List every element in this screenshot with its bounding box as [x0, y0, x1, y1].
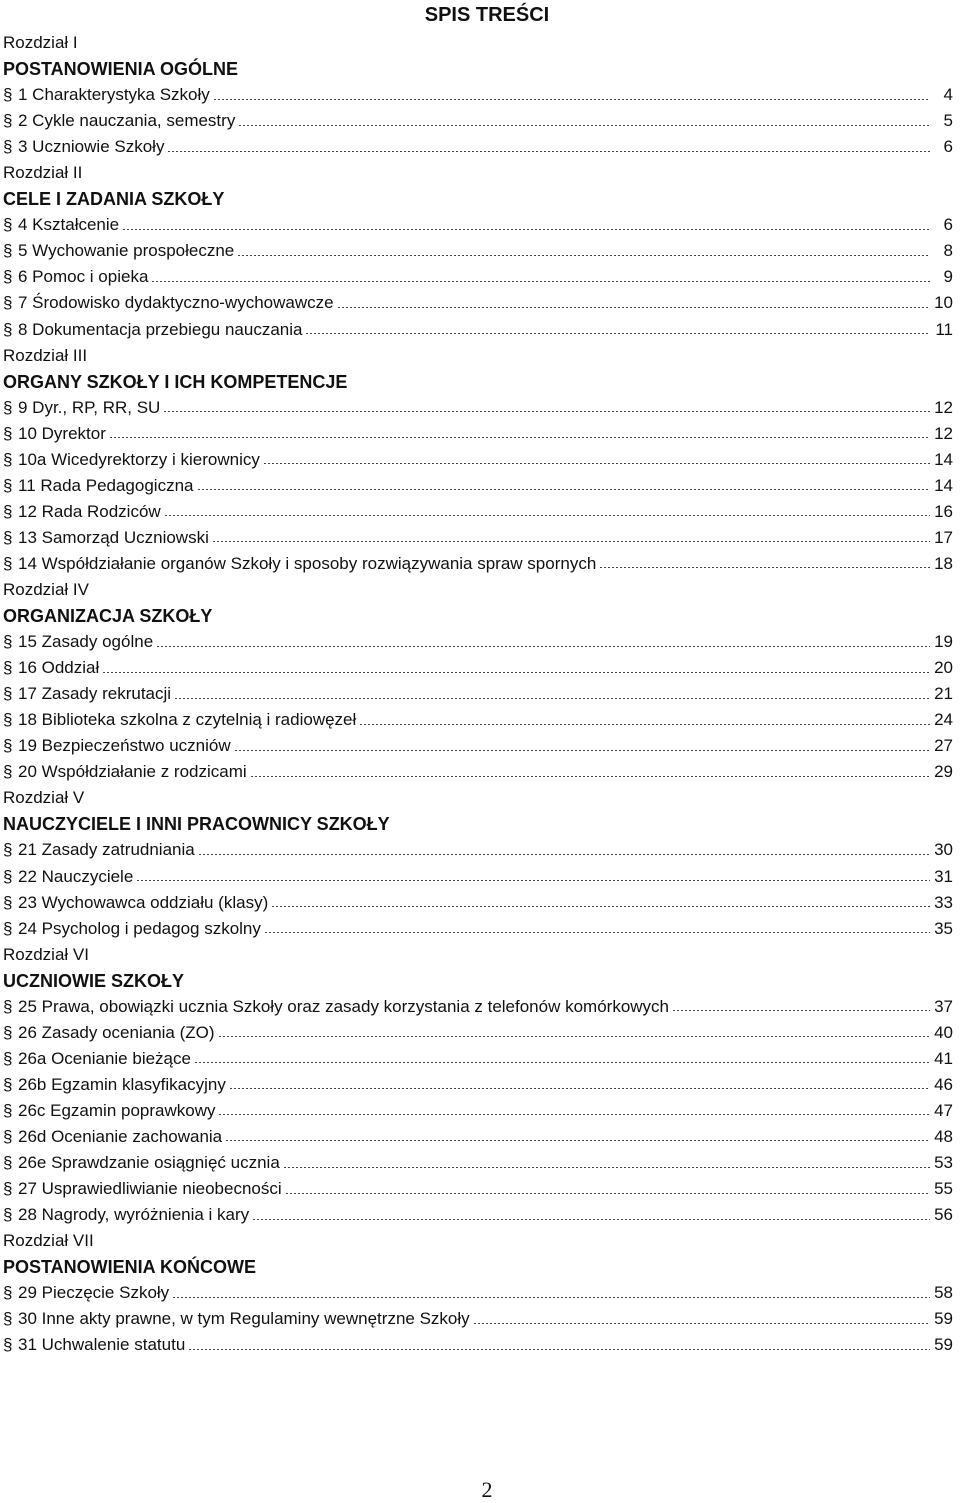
section-symbol-icon: §	[3, 501, 13, 521]
toc-entry[interactable]	[3, 916, 953, 942]
toc-entry-page: 20	[934, 658, 953, 678]
section-symbol-icon: §	[3, 1283, 13, 1303]
section-symbol-icon: §	[3, 736, 13, 756]
section-symbol-icon: §	[3, 684, 13, 704]
section-symbol-icon: §	[3, 1179, 13, 1199]
dot-leader	[109, 437, 930, 438]
chapter-title: ORGANIZACJA SZKOŁY	[3, 606, 213, 627]
chapter-label: Rozdział IV	[3, 579, 89, 599]
chapter-title: ORGANY SZKOŁY I ICH KOMPETENCJE	[3, 371, 348, 392]
section-symbol-icon: §	[3, 137, 13, 157]
toc-entry[interactable]	[3, 473, 953, 499]
toc-entry-page: 35	[934, 918, 953, 938]
section-symbol-icon: §	[3, 658, 13, 678]
dot-leader	[250, 776, 930, 777]
chapter-label: Rozdział VII	[3, 1231, 94, 1251]
toc-entry-title: 28 Nagrody, wyróżnienia i kary	[18, 1205, 250, 1225]
toc-entry[interactable]	[3, 1306, 953, 1332]
chapter-title: CELE I ZADANIA SZKOŁY	[3, 189, 225, 210]
toc-entry-page: 33	[934, 892, 953, 912]
toc-entry-title: 26b Egzamin klasyfikacyjny	[18, 1074, 226, 1094]
toc-entry-page: 41	[934, 1048, 953, 1068]
dot-leader	[167, 151, 930, 152]
chapter-title: UCZNIOWIE SZKOŁY	[3, 970, 184, 991]
toc-entry[interactable]	[3, 317, 953, 343]
section-symbol-icon: §	[3, 710, 13, 730]
toc-entry-page: 9	[943, 267, 953, 287]
chapter-label: Rozdział V	[3, 788, 85, 808]
chapter-label: Rozdział II	[3, 163, 83, 183]
section-symbol-icon: §	[3, 111, 13, 131]
toc-entry-page: 16	[934, 501, 953, 521]
toc-entry[interactable]	[3, 1020, 953, 1046]
dot-leader	[151, 281, 930, 282]
toc-entry-title: 20 Współdziałanie z rodzicami	[18, 762, 247, 782]
chapter-label: Rozdział III	[3, 345, 88, 365]
section-symbol-icon: §	[3, 423, 13, 443]
section-symbol-icon: §	[3, 553, 13, 573]
toc-entry-page: 12	[934, 423, 953, 443]
toc-entry-page: 24	[934, 710, 953, 730]
section-symbol-icon: §	[3, 267, 13, 287]
section-symbol-icon: §	[3, 1205, 13, 1225]
dot-leader	[252, 1219, 930, 1220]
section-symbol-icon: §	[3, 866, 13, 886]
toc-entry-title: 16 Oddział	[18, 658, 100, 678]
toc-entry-page: 27	[934, 736, 953, 756]
section-symbol-icon: §	[3, 215, 13, 235]
toc-entry[interactable]	[3, 1124, 953, 1150]
chapter-label: Rozdział I	[3, 33, 78, 52]
toc-entry-title: 26a Ocenianie bieżące	[18, 1048, 191, 1068]
toc-entry[interactable]	[3, 994, 953, 1020]
dot-leader	[198, 854, 930, 855]
dot-leader	[197, 489, 931, 490]
dot-leader	[599, 567, 930, 568]
toc-entry-title: 4 Kształcenie	[18, 215, 120, 235]
section-symbol-icon: §	[3, 1048, 13, 1068]
toc-entry-page: 14	[934, 449, 953, 469]
section-symbol-icon: §	[3, 527, 13, 547]
toc-entry[interactable]	[3, 82, 953, 108]
toc-entry[interactable]	[3, 1280, 953, 1306]
dot-leader	[174, 698, 930, 699]
toc-title: SPIS TREŚCI	[424, 4, 550, 26]
section-symbol-icon: §	[3, 840, 13, 860]
toc-entry[interactable]	[3, 1176, 953, 1202]
toc-entry-title: 31 Uchwalenie statutu	[18, 1335, 186, 1355]
section-symbol-icon: §	[3, 1100, 13, 1120]
toc-entry[interactable]	[3, 447, 953, 473]
dot-leader	[238, 125, 930, 126]
toc-entry-title: 25 Prawa, obowiązki ucznia Szkoły oraz zasady korzystania z telefonów komórkowych	[18, 996, 670, 1016]
section-symbol-icon: §	[3, 475, 13, 495]
toc-entry[interactable]	[3, 421, 953, 447]
toc-entry-title: 24 Psycholog i pedagog szkolny	[18, 918, 261, 938]
dot-leader	[218, 1114, 930, 1115]
dot-leader	[225, 1140, 930, 1141]
dot-leader	[194, 1062, 930, 1063]
toc-entry[interactable]	[3, 655, 953, 681]
toc-entry-title: 7 Środowisko dydaktyczno-wychowawcze	[18, 293, 334, 313]
toc-entry-title: 23 Wychowawca oddziału (klasy)	[18, 892, 269, 912]
toc-entry-page: 53	[934, 1153, 953, 1173]
dot-leader	[136, 880, 930, 881]
dot-leader	[102, 672, 930, 673]
toc-entry-title: 3 Uczniowie Szkoły	[18, 137, 165, 157]
toc-entry[interactable]	[3, 395, 953, 421]
toc-entry-title: 11 Rada Pedagogiczna	[18, 475, 194, 495]
dot-leader	[122, 229, 930, 230]
section-symbol-icon: §	[3, 996, 13, 1016]
toc-entry[interactable]	[3, 837, 953, 863]
toc-entry-page: 14	[934, 475, 953, 495]
dot-leader	[163, 411, 930, 412]
toc-entry-title: 17 Zasady rekrutacji	[18, 684, 172, 704]
toc-entry-page: 40	[934, 1022, 953, 1042]
dot-leader	[164, 515, 930, 516]
toc-entry-title: 22 Nauczyciele	[18, 866, 134, 886]
toc-entry[interactable]	[3, 264, 953, 290]
section-symbol-icon: §	[3, 85, 13, 105]
toc-entry-page: 56	[934, 1205, 953, 1225]
dot-leader	[305, 333, 930, 334]
toc-entry-title: 15 Zasady ogólne	[18, 632, 154, 652]
toc-entry[interactable]	[3, 134, 953, 160]
toc-entry[interactable]	[3, 1332, 953, 1358]
toc-entry[interactable]	[3, 629, 953, 655]
toc-entry[interactable]	[3, 108, 953, 134]
dot-leader	[285, 1193, 930, 1194]
chapter-title: NAUCZYCIELE I INNI PRACOWNICY SZKOŁY	[3, 814, 390, 835]
toc-entry-title: 10 Dyrektor	[18, 423, 106, 443]
section-symbol-icon: §	[3, 762, 13, 782]
toc-entry[interactable]	[3, 1072, 953, 1098]
section-symbol-icon: §	[3, 1126, 13, 1146]
toc-entry-title: 9 Dyr., RP, RR, SU	[18, 397, 161, 417]
dot-leader	[264, 932, 930, 933]
section-symbol-icon: §	[3, 918, 13, 938]
dot-leader	[234, 750, 930, 751]
toc-entry-title: 30 Inne akty prawne, w tym Regulaminy wewnętrzne Szkoły	[18, 1309, 470, 1329]
toc-entry-page: 29	[934, 762, 953, 782]
toc-entry-title: 21 Zasady zatrudniania	[18, 840, 195, 860]
toc-entry-page: 19	[934, 632, 953, 652]
toc-entry-page: 6	[943, 137, 953, 157]
toc-entry[interactable]	[3, 1046, 953, 1072]
toc-entry[interactable]	[3, 759, 953, 785]
toc-entry[interactable]	[3, 290, 953, 316]
toc-entry[interactable]	[3, 238, 953, 264]
dot-leader	[188, 1349, 930, 1350]
section-symbol-icon: §	[3, 241, 13, 261]
toc-entry-page: 58	[934, 1283, 953, 1303]
toc-entry[interactable]	[3, 707, 953, 733]
dot-leader	[672, 1010, 930, 1011]
toc-entry-title: 29 Pieczęcie Szkoły	[18, 1283, 170, 1303]
toc-entry[interactable]	[3, 890, 953, 916]
dot-leader	[337, 307, 930, 308]
dot-leader	[473, 1323, 930, 1324]
toc-entry-page: 30	[934, 840, 953, 860]
toc-entry-page: 6	[943, 215, 953, 235]
toc-entry-page: 59	[934, 1309, 953, 1329]
page-number: 2	[481, 1477, 493, 1502]
toc-entry-title: 18 Biblioteka szkolna z czytelnią i radiowęzeł	[18, 710, 357, 730]
toc-entry-title: 27 Usprawiedliwianie nieobecności	[18, 1179, 282, 1199]
toc-entry-page: 59	[934, 1335, 953, 1355]
toc-entry-page: 4	[943, 85, 953, 105]
section-symbol-icon: §	[3, 397, 13, 417]
toc-entry[interactable]	[3, 1202, 953, 1228]
dot-leader	[172, 1297, 930, 1298]
toc-entry[interactable]	[3, 499, 953, 525]
toc-entry[interactable]	[3, 864, 953, 890]
toc-entry-page: 55	[934, 1179, 953, 1199]
toc-entry-page: 47	[934, 1100, 953, 1120]
toc-entry[interactable]	[3, 681, 953, 707]
section-symbol-icon: §	[3, 1153, 13, 1173]
toc-entry-page: 46	[934, 1074, 953, 1094]
dot-leader	[271, 906, 930, 907]
section-symbol-icon: §	[3, 319, 13, 339]
section-symbol-icon: §	[3, 632, 13, 652]
toc-entry-page: 10	[934, 293, 953, 313]
dot-leader	[263, 463, 930, 464]
section-symbol-icon: §	[3, 892, 13, 912]
toc-entry-page: 31	[934, 866, 953, 886]
dot-leader	[359, 724, 930, 725]
toc-entry-page: 12	[934, 397, 953, 417]
toc-entry[interactable]	[3, 212, 953, 238]
toc-entry-page: 18	[934, 553, 953, 573]
toc-entry-title: 6 Pomoc i opieka	[18, 267, 149, 287]
section-symbol-icon: §	[3, 449, 13, 469]
chapter-label: Rozdział VI	[3, 944, 89, 964]
dot-leader	[229, 1088, 930, 1089]
section-symbol-icon: §	[3, 1309, 13, 1329]
toc-entry-title: 26e Sprawdzanie osiągnięć ucznia	[18, 1153, 280, 1173]
toc-entry-title: 5 Wychowanie prospołeczne	[18, 241, 235, 261]
toc-entry-title: 14 Współdziałanie organów Szkoły i sposoby rozwiązywania spraw spornych	[18, 553, 597, 573]
toc-entry-page: 8	[943, 241, 953, 261]
toc-entry-title: 2 Cykle nauczania, semestry	[18, 111, 236, 131]
toc-entry-page: 11	[935, 319, 953, 339]
dot-leader	[156, 646, 930, 647]
toc-entry-page: 48	[934, 1126, 953, 1146]
section-symbol-icon: §	[3, 1335, 13, 1355]
dot-leader	[212, 541, 930, 542]
toc-entry-title: 1 Charakterystyka Szkoły	[18, 85, 210, 105]
toc-entry-title: 26c Egzamin poprawkowy	[18, 1100, 216, 1120]
chapter-title: POSTANOWIENIA OGÓLNE	[3, 59, 239, 80]
toc-entry-page: 21	[934, 684, 953, 704]
toc-entry-title: 13 Samorząd Uczniowski	[18, 527, 209, 547]
toc-entry-page: 37	[934, 996, 953, 1016]
toc-entry-title: 26 Zasady oceniania (ZO)	[18, 1022, 215, 1042]
table-of-contents	[3, 30, 953, 1358]
toc-entry-title: 10a Wicedyrektorzy i kierownicy	[18, 449, 260, 469]
toc-entry-title: 26d Ocenianie zachowania	[18, 1126, 223, 1146]
toc-entry[interactable]	[3, 551, 953, 577]
dot-leader	[237, 255, 930, 256]
chapter-title: POSTANOWIENIA KOŃCOWE	[3, 1257, 256, 1278]
dot-leader	[283, 1167, 930, 1168]
toc-entry-page: 5	[943, 111, 953, 131]
dot-leader	[213, 99, 930, 100]
section-symbol-icon: §	[3, 1074, 13, 1094]
toc-entry[interactable]	[3, 525, 953, 551]
section-symbol-icon: §	[3, 1022, 13, 1042]
toc-entry-title: 19 Bezpieczeństwo uczniów	[18, 736, 231, 756]
dot-leader	[218, 1036, 930, 1037]
toc-entry-page: 17	[934, 527, 953, 547]
section-symbol-icon: §	[3, 293, 13, 313]
toc-entry[interactable]	[3, 733, 953, 759]
toc-entry[interactable]	[3, 1150, 953, 1176]
toc-entry-title: 12 Rada Rodziców	[18, 501, 161, 521]
toc-entry[interactable]	[3, 1098, 953, 1124]
toc-entry-title: 8 Dokumentacja przebiegu nauczania	[18, 319, 303, 339]
